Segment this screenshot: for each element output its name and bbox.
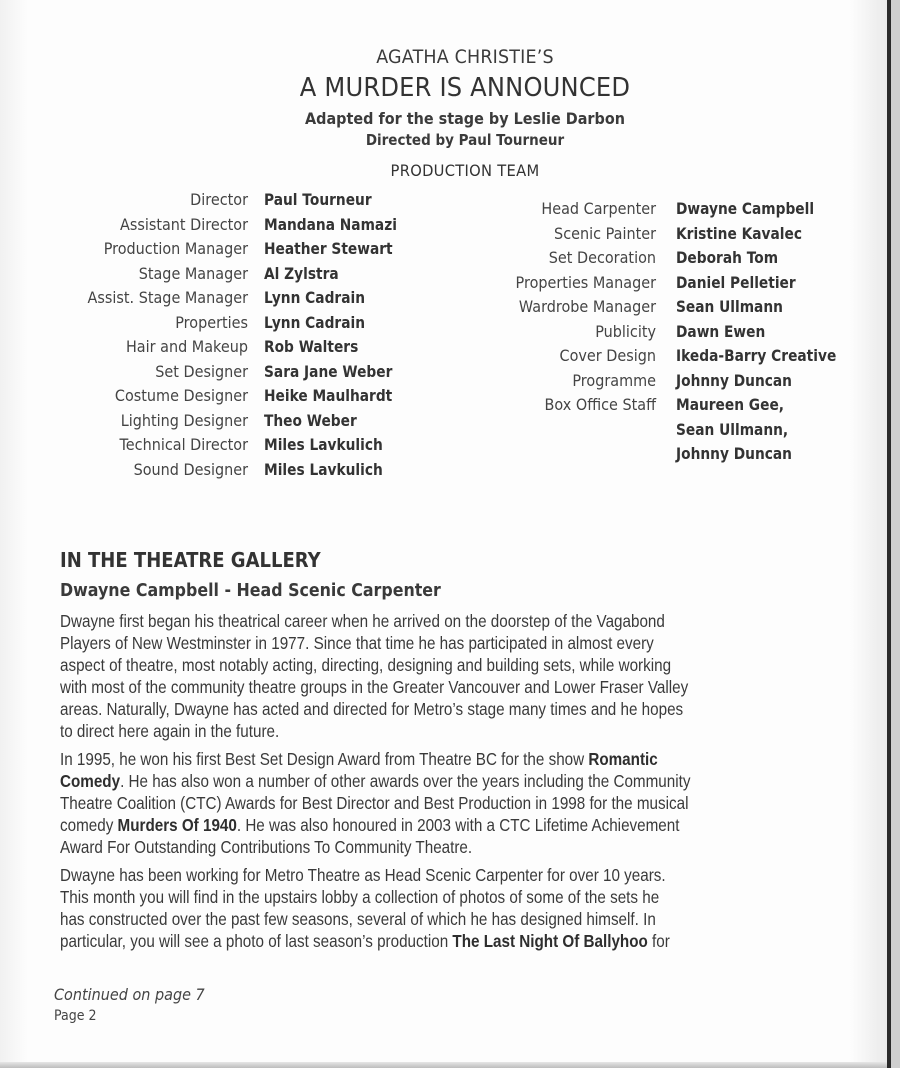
show-title: Romantic <box>588 749 658 769</box>
text-line: This month you will find in the upstairs lobby a collection of photos of some of the sets he <box>60 887 660 907</box>
credit-row <box>40 409 419 434</box>
text-run: particular, you will see a photo of last season’s production <box>60 931 453 951</box>
theatre-gallery-section <box>60 546 850 952</box>
credit-name: Rob Walters <box>264 337 359 356</box>
section-heading: IN THE THEATRE GALLERY <box>60 548 321 572</box>
credit-role: Assistant Director <box>119 214 248 234</box>
credit-name: Dwayne Campbell <box>676 199 815 218</box>
text-run: comedy <box>60 815 118 835</box>
show-title: Comedy <box>60 771 121 791</box>
credit-role: Programme <box>572 370 656 390</box>
text-line <box>60 930 843 952</box>
credit-role: Technical Director <box>119 435 249 454</box>
credit-role: Properties <box>175 312 248 332</box>
credit-role <box>462 418 656 443</box>
text-line: Award For Outstanding Contributions To Community Theatre. <box>60 837 473 857</box>
text-line: Dwayne has been working for Metro Theatre as Head Scenic Carpenter for over 10 years. <box>60 865 666 885</box>
directed-by: Directed by Paul Tourneur <box>365 131 565 149</box>
credit-row <box>40 335 419 360</box>
credit-row <box>440 418 862 443</box>
credit-row <box>40 213 419 238</box>
adapted-by: Adapted for the stage by Leslie Darbon <box>304 109 625 128</box>
text-run: In 1995, he won his first Best Set Design Award from Theatre BC for the show <box>60 749 589 769</box>
text-line: to direct here again in the future. <box>60 721 280 741</box>
text-line <box>60 814 843 836</box>
credit-row <box>40 237 419 262</box>
credit-role: Stage Manager <box>138 263 248 283</box>
credit-role: Cover Design <box>559 346 656 365</box>
credit-row <box>440 295 862 320</box>
credit-name: Sean Ullmann, <box>676 419 789 439</box>
credit-row <box>440 271 862 296</box>
credit-role: Head Carpenter <box>541 199 656 218</box>
text-run: for <box>647 931 670 951</box>
credit-name: Daniel Pelletier <box>676 272 796 292</box>
credit-row <box>40 262 419 287</box>
text-line <box>60 748 843 770</box>
credit-role: Sound Designer <box>133 459 248 479</box>
credit-role: Costume Designer <box>114 386 248 405</box>
credit-role: Wardrobe Manager <box>518 297 656 316</box>
credit-name: Mandana Namazi <box>264 214 397 234</box>
credit-name: Johnny Duncan <box>676 444 792 463</box>
credit-row <box>40 433 419 458</box>
credit-name: Paul Tourneur <box>264 190 372 209</box>
page-number: Page 2 <box>54 1008 97 1024</box>
credit-name: Sara Jane Weber <box>264 361 393 381</box>
text-run: . He was also honoured in 2003 with a CTC Lifetime Achievement <box>236 815 680 835</box>
credit-row <box>440 393 862 418</box>
credit-name: Ikeda-Barry Creative <box>676 346 837 365</box>
bio-paragraph-2 <box>60 748 843 858</box>
text-line: Players of New Westminster in 1977. Since that time he has participated in almost every <box>60 633 654 653</box>
credit-role: Publicity <box>595 321 656 341</box>
credit-row <box>440 442 862 467</box>
credit-name: Theo Weber <box>264 410 357 430</box>
play-title: A MURDER IS ANNOUNCED <box>299 73 631 103</box>
credit-role: Scenic Painter <box>554 223 656 243</box>
page-left-shadow <box>0 0 28 1068</box>
author-title: AGATHA CHRISTIE’S <box>376 46 554 68</box>
credit-row <box>440 369 862 394</box>
credit-row <box>40 188 419 213</box>
continued-note: Continued on page 7 <box>54 985 205 1004</box>
scan-margin <box>891 0 900 1068</box>
show-title: The Last Night Of Ballyhoo <box>452 931 648 951</box>
credits-left-column <box>40 188 419 482</box>
credit-name: Deborah Tom <box>676 248 779 267</box>
text-line: with most of the community theatre groups in the Greater Vancouver and Lower Fraser Valley <box>60 677 689 697</box>
credit-name: Heather Stewart <box>264 239 393 258</box>
page-footer <box>54 984 221 1026</box>
bio-paragraph-1 <box>60 610 843 742</box>
credit-name: Lynn Cadrain <box>264 312 366 332</box>
credit-row <box>40 360 419 385</box>
credit-role: Properties Manager <box>515 272 656 292</box>
credit-name: Heike Maulhardt <box>264 386 393 405</box>
credit-name: Al Zylstra <box>264 263 339 283</box>
bio-paragraph-3 <box>60 864 843 952</box>
credit-name: Dawn Ewen <box>676 321 766 341</box>
credit-row <box>40 458 419 483</box>
show-title: Murders Of 1940 <box>117 815 237 835</box>
credit-name: Miles Lavkulich <box>264 459 383 479</box>
program-header <box>200 44 730 182</box>
credit-row <box>40 384 419 409</box>
text-line: aspect of theatre, most notably acting, directing, designing and building sets, while working <box>60 655 672 675</box>
text-line: Theatre Coalition (CTC) Awards for Best Director and Best Production in 1998 for the musical <box>60 793 689 813</box>
credit-row <box>440 344 862 369</box>
credit-role: Production Manager <box>103 239 248 258</box>
credit-role: Set Decoration <box>548 248 656 267</box>
credit-name: Johnny Duncan <box>676 370 792 390</box>
credit-row <box>440 246 862 271</box>
credit-role: Hair and Makeup <box>125 337 248 356</box>
credit-row <box>440 222 862 247</box>
credit-name: Miles Lavkulich <box>264 435 383 454</box>
text-line: Dwayne first began his theatrical career when he arrived on the doorstep of the Vagabond <box>60 611 665 631</box>
credit-row <box>40 311 419 336</box>
credit-role: Box Office Staff <box>544 395 656 414</box>
text-run: . He has also won a number of other awards over the years including the Community <box>120 771 691 791</box>
production-team-heading: PRODUCTION TEAM <box>390 161 540 180</box>
credits-right-column <box>440 197 862 467</box>
page-bottom-edge <box>0 1062 887 1068</box>
profile-heading: Dwayne Campbell - Head Scenic Carpenter <box>60 580 441 601</box>
text-line: has constructed over the past few seasons, several of which he has designed himself. In <box>60 909 656 929</box>
page-right-shadow <box>850 0 890 1068</box>
text-line: areas. Naturally, Dwayne has acted and directed for Metro’s stage many times and he hopes <box>60 699 684 719</box>
credit-name: Sean Ullmann <box>676 297 783 316</box>
credit-row <box>40 286 419 311</box>
credit-name: Maureen Gee, <box>676 395 784 414</box>
credit-row <box>440 197 862 222</box>
credit-name: Lynn Cadrain <box>264 288 366 307</box>
credit-role: Set Designer <box>155 361 248 381</box>
credit-role: Director <box>190 190 248 209</box>
credit-role: Lighting Designer <box>120 410 248 430</box>
credit-name: Kristine Kavalec <box>676 223 802 243</box>
credit-role <box>462 442 656 467</box>
text-line <box>60 770 843 792</box>
credit-role: Assist. Stage Manager <box>87 288 249 307</box>
credit-row <box>440 320 862 345</box>
